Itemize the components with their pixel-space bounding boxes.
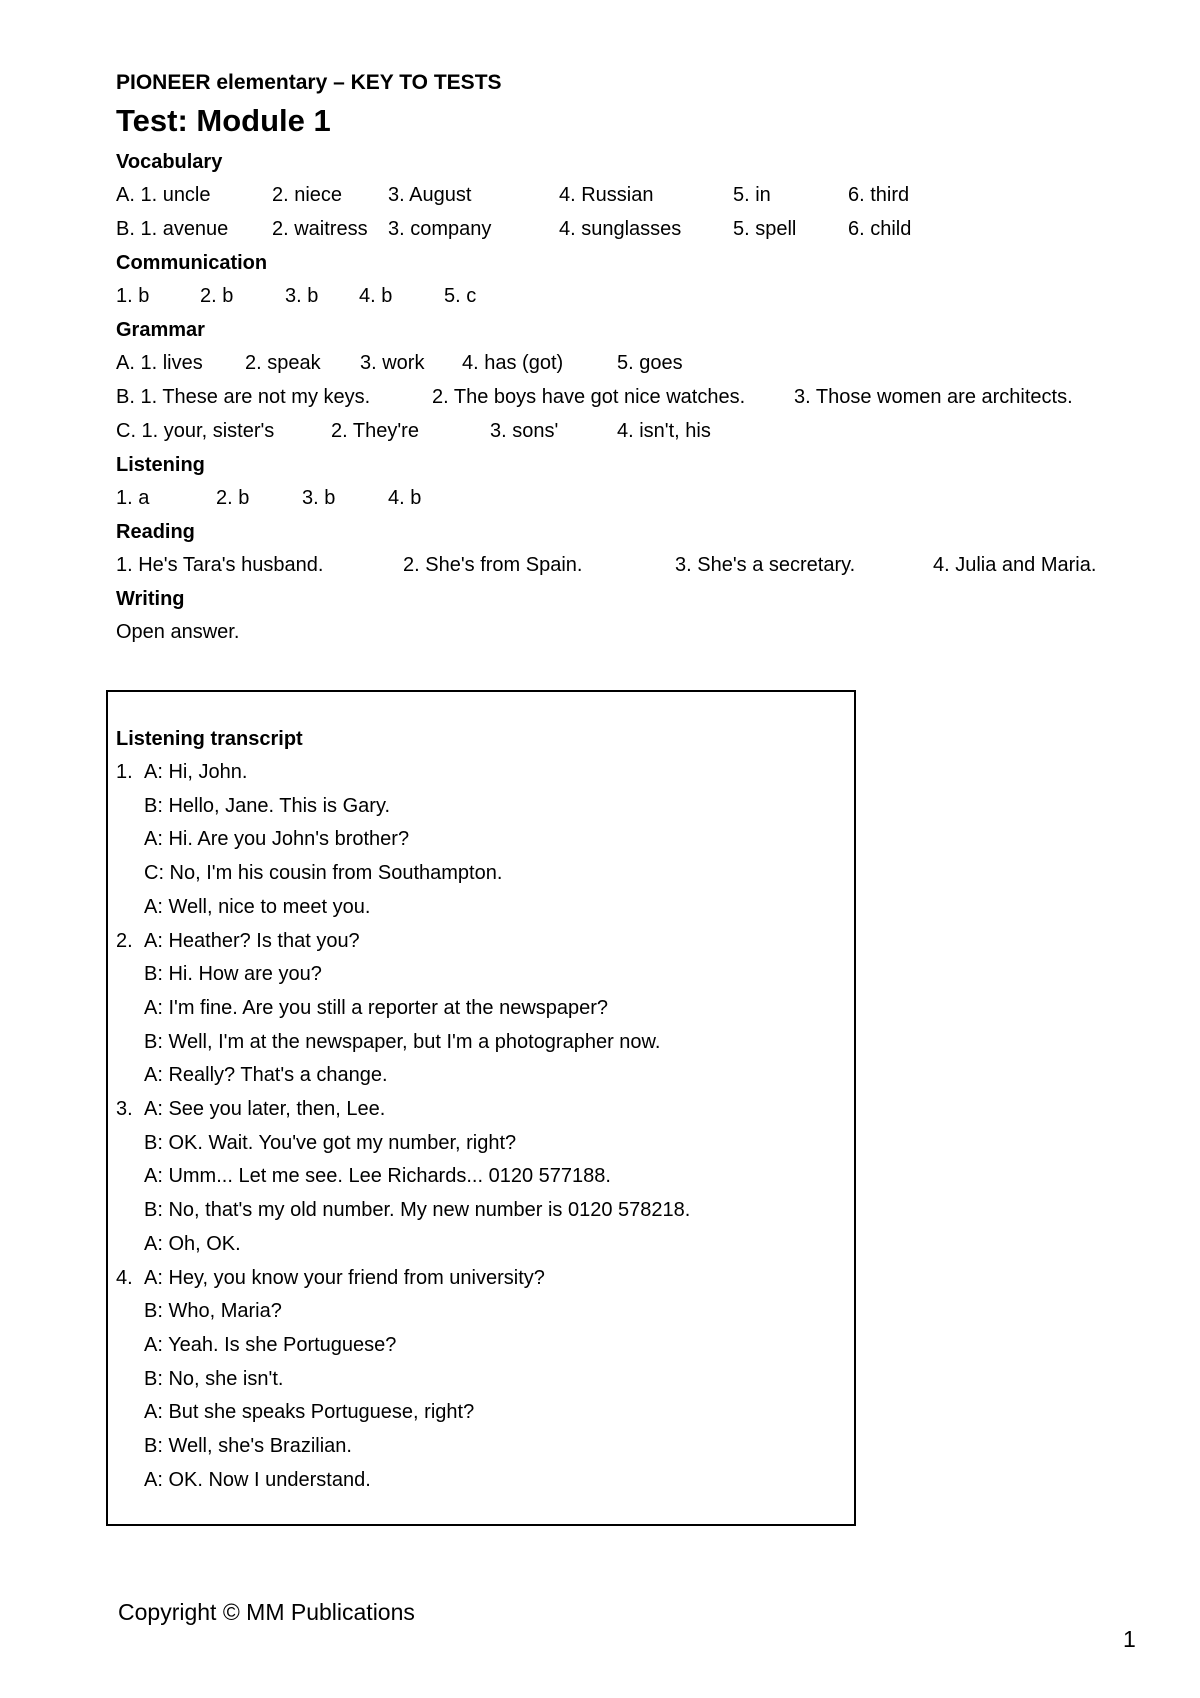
transcript-line: A: But she speaks Portuguese, right? (144, 1401, 475, 1424)
grammar-heading: Grammar (116, 319, 205, 341)
transcript-line: B: OK. Wait. You've got my number, right? (144, 1131, 517, 1154)
transcript-line: B: No, she isn't. (144, 1367, 284, 1390)
vocabulary-heading: Vocabulary (116, 151, 223, 173)
answer-cell: 1. He's Tara's husband. (116, 554, 324, 576)
transcript-line: B: Hi. How are you? (144, 963, 322, 986)
reading-heading: Reading (116, 521, 195, 543)
transcript-line: A: Hi. Are you John's brother? (144, 828, 410, 851)
transcript-line: B: Who, Maria? (144, 1300, 282, 1323)
transcript-line: A: Oh, OK. (144, 1232, 241, 1255)
answer-cell: 3. She's a secretary. (675, 554, 856, 576)
answer-cell: 2. b (216, 487, 250, 509)
answer-cell: 2. She's from Spain. (403, 554, 583, 576)
answer-cell: 2. niece (272, 184, 343, 206)
answer-cell: C. 1. your, sister's (116, 420, 275, 442)
answer-cell: 2. The boys have got nice watches. (432, 386, 746, 408)
transcript-line: B: Well, she's Brazilian. (144, 1435, 352, 1457)
transcript-heading: Listening transcript (116, 728, 303, 750)
transcript-line: C: No, I'm his cousin from Southampton. (144, 862, 503, 885)
answer-cell: 2. speak (245, 352, 321, 374)
series-title: PIONEER elementary – KEY TO TESTS (116, 71, 502, 94)
page-title: Test: Module 1 (116, 103, 331, 138)
transcript-line: A: Yeah. Is she Portuguese? (144, 1333, 397, 1356)
answer-cell: A. 1. lives (116, 352, 203, 374)
answer-cell: 3. August (388, 184, 472, 206)
answer-cell: 3. sons' (490, 420, 559, 442)
transcript-line: A: Hey, you know your friend from university? (144, 1266, 545, 1289)
transcript-line: A: See you later, then, Lee. (144, 1098, 386, 1120)
page-number: 1 (1123, 1626, 1136, 1652)
answer-cell: 2. They're (331, 420, 419, 442)
answer-cell: 4. sunglasses (559, 218, 682, 240)
answer-cell: 4. has (got) (462, 352, 564, 374)
answer-cell: 4. b (359, 285, 393, 307)
answer-cell: 4. Russian (559, 184, 654, 206)
transcript-line: A: OK. Now I understand. (144, 1468, 371, 1491)
transcript-line: A: Hi, John. (144, 761, 248, 783)
answer-cell: 5. in (733, 184, 771, 206)
answer-cell: 3. company (388, 218, 492, 240)
answer-cell: 3. Those women are architects. (794, 386, 1073, 408)
grammar-row-c (0, 420, 1200, 450)
answer-cell: 3. b (302, 487, 336, 509)
answer-cell: 4. isn't, his (617, 420, 711, 442)
dialogue-number: 3. (116, 1098, 133, 1120)
transcript-line: A: Heather? Is that you? (144, 929, 360, 952)
writing-heading: Writing (116, 588, 185, 610)
grammar-row-a (0, 352, 1200, 382)
reading-row (0, 554, 1200, 584)
answer-cell: 1. b (116, 285, 150, 307)
answer-cell: B. 1. These are not my keys. (116, 386, 371, 408)
dialogue-number: 1. (116, 761, 133, 783)
answer-cell: 5. spell (733, 218, 797, 240)
listening-row (0, 487, 1200, 517)
communication-heading: Communication (116, 252, 268, 274)
writing-answer: Open answer. (116, 621, 240, 643)
vocabulary-row-a (0, 184, 1200, 214)
answer-cell: A. 1. uncle (116, 184, 211, 206)
transcript-line: B: Well, I'm at the newspaper, but I'm a photographer now. (144, 1030, 661, 1053)
answer-cell: 5. goes (617, 352, 683, 374)
listening-heading: Listening (116, 454, 205, 476)
communication-row (0, 285, 1200, 315)
answer-cell: 4. b (388, 487, 422, 509)
answer-cell: B. 1. avenue (116, 218, 229, 240)
vocabulary-row-b (0, 218, 1200, 248)
answer-cell: 5. c (444, 285, 477, 307)
answer-cell: 2. waitress (272, 218, 368, 240)
answer-cell: 1. a (116, 487, 150, 509)
answer-cell: 3. b (285, 285, 319, 307)
answer-cell: 6. child (848, 218, 912, 240)
dialogue-number: 2. (116, 929, 133, 952)
grammar-row-b (0, 386, 1200, 416)
transcript-line: A: Really? That's a change. (144, 1064, 388, 1087)
answer-cell: 2. b (200, 285, 234, 307)
transcript-line: A: I'm fine. Are you still a reporter at the newspaper? (144, 996, 609, 1019)
transcript-line: A: Well, nice to meet you. (144, 895, 371, 918)
transcript-line: A: Umm... Let me see. Lee Richards... 0120 577188. (144, 1165, 611, 1188)
answer-cell: 4. Julia and Maria. (933, 554, 1097, 576)
dialogue-number: 4. (116, 1266, 133, 1289)
answer-cell: 3. work (360, 352, 425, 374)
transcript-line: B: Hello, Jane. This is Gary. (144, 794, 391, 817)
transcript-line: B: No, that's my old number. My new number is 0120 578218. (144, 1199, 691, 1222)
answer-cell: 6. third (848, 184, 910, 206)
copyright-notice: Copyright © MM Publications (118, 1599, 415, 1625)
